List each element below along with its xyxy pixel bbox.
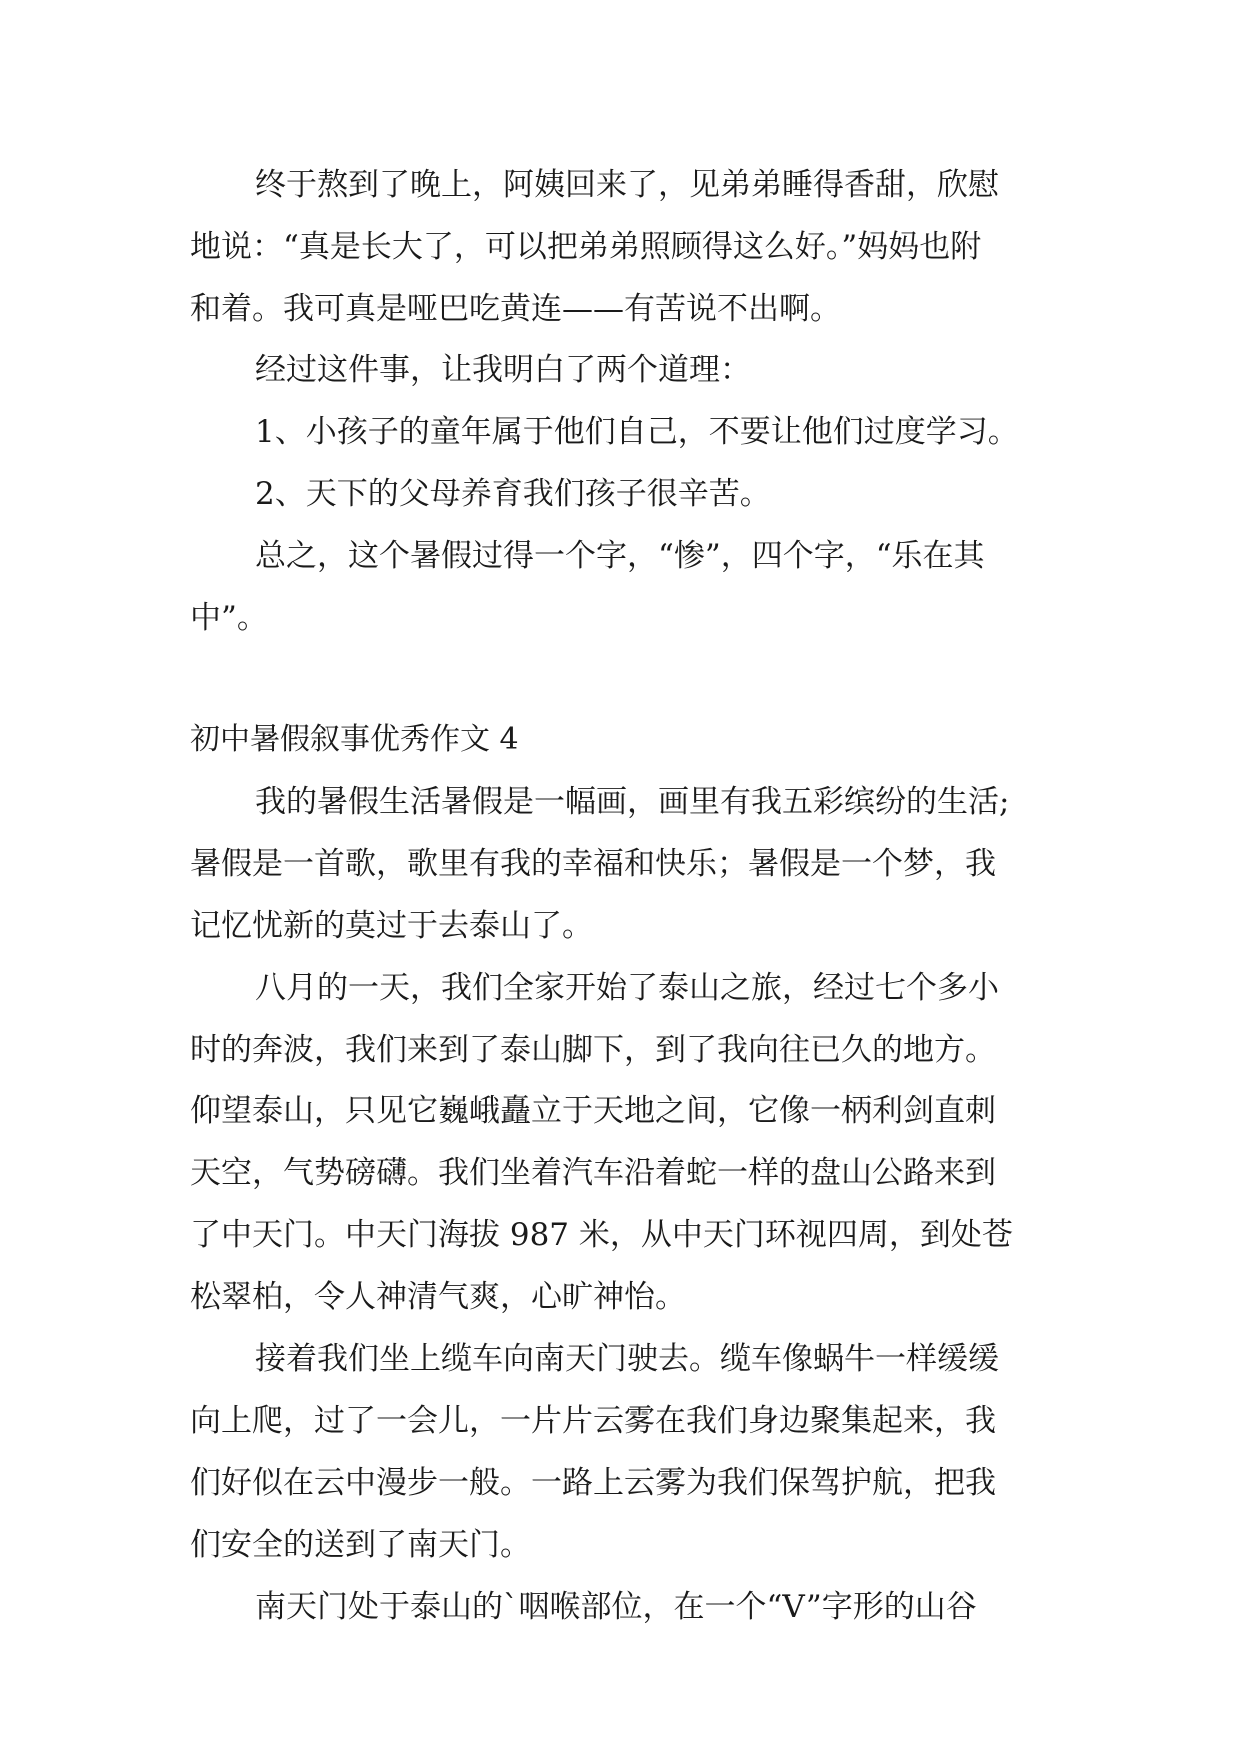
paragraph-line: 和着。我可真是哑巴吃黄连——有苦说不出啊。: [190, 291, 841, 327]
list-item-line: 1、小孩子的童年属于他们自己，不要让他们过度学习。: [255, 414, 1019, 450]
paragraph-line: 了中天门。中天门海拔 987 米，从中天门环视四周，到处苍: [190, 1217, 1013, 1253]
paragraph-line: 松翠柏，令人神清气爽，心旷神怡。: [190, 1279, 686, 1315]
paragraph-line: 们好似在云中漫步一般。一路上云雾为我们保驾护航，把我: [190, 1465, 996, 1501]
paragraph-line: 我的暑假生活暑假是一幅画，画里有我五彩缤纷的生活;: [255, 784, 1010, 820]
paragraph-line: 仰望泰山，只见它巍峨矗立于天地之间，它像一柄利剑直刺: [190, 1093, 996, 1129]
paragraph-line: 记忆忧新的莫过于去泰山了。: [190, 908, 593, 944]
paragraph-line: 南天门处于泰山的`咽喉部位，在一个“V”字形的山谷: [255, 1589, 977, 1625]
paragraph-line: 经过这件事，让我明白了两个道理：: [255, 352, 751, 388]
paragraph-line: 地说：“真是长大了，可以把弟弟照顾得这么好。”妈妈也附: [190, 229, 982, 265]
paragraph-line: 八月的一天，我们全家开始了泰山之旅，经过七个多小: [255, 970, 999, 1006]
paragraph-line: 们安全的送到了南天门。: [190, 1527, 531, 1563]
section-title: 初中暑假叙事优秀作文 4: [190, 722, 519, 757]
paragraph-line: 中”。: [190, 600, 268, 636]
paragraph-line: 终于熬到了晚上，阿姨回来了，见弟弟睡得香甜，欣慰: [255, 167, 999, 203]
paragraph-line: 时的奔波，我们来到了泰山脚下，到了我向往已久的地方。: [190, 1032, 996, 1068]
paragraph-line: 总之，这个暑假过得一个字，“惨”，四个字，“乐在其: [255, 538, 985, 574]
paragraph-line: 向上爬，过了一会儿，一片片云雾在我们身边聚集起来，我: [190, 1403, 996, 1439]
list-item-line: 2、天下的父母养育我们孩子很辛苦。: [255, 476, 771, 512]
paragraph-line: 天空，气势磅礴。我们坐着汽车沿着蛇一样的盘山公路来到: [190, 1155, 996, 1191]
paragraph-line: 接着我们坐上缆车向南天门驶去。缆车像蜗牛一样缓缓: [255, 1341, 999, 1377]
paragraph-line: 暑假是一首歌，歌里有我的幸福和快乐；暑假是一个梦，我: [190, 846, 996, 882]
